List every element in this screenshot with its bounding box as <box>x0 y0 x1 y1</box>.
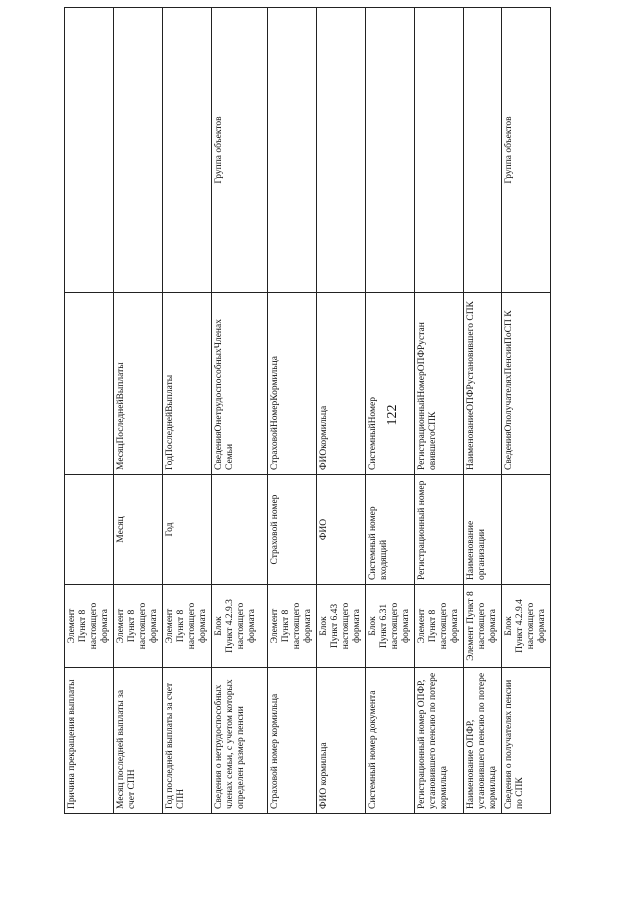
cell-group <box>366 8 415 293</box>
cell-group <box>163 8 212 293</box>
table-row <box>268 8 317 814</box>
cell-name: Страховой номер кормильца <box>268 668 317 814</box>
cell-description <box>65 475 114 585</box>
cell-name: Год последней выплаты за счет СПН <box>163 668 212 814</box>
cell-identifier: ГодПоследнейВыплаты <box>163 293 212 475</box>
cell-type: Блок Пункт 6.31 настоящего формата <box>366 585 415 668</box>
cell-type: Элемент Пункт 8 настоящего формата <box>163 585 212 668</box>
cell-description <box>502 475 551 585</box>
cell-type: Элемент Пункт 8 настоящего формата <box>114 585 163 668</box>
cell-name: Сведения о нетрудоспособных членах семьи, с учетом которых определен размер пенсии <box>212 668 268 814</box>
data-table <box>64 7 551 814</box>
cell-identifier: НаименованиеОПФРустановившего СПК <box>464 293 502 475</box>
cell-name: Причина прекращения выплаты <box>65 668 114 814</box>
cell-name: Сведения о получателях пенсии по СПК <box>502 668 551 814</box>
cell-name: Месяц последней выплаты за счет СПН <box>114 668 163 814</box>
table-row <box>65 8 114 814</box>
cell-identifier: СтраховойНомерКормильца <box>268 293 317 475</box>
cell-type: Блок Пункт 4.2.9.3 настоящего формата <box>212 585 268 668</box>
cell-identifier: СведенияОполучателяхПенсииПоСП К <box>502 293 551 475</box>
cell-description: ФИО <box>317 475 366 585</box>
table-row <box>114 8 163 814</box>
cell-group <box>268 8 317 293</box>
cell-type: Блок Пункт 4.2.9.4 настоящего формата <box>502 585 551 668</box>
cell-description: Наименование организации <box>464 475 502 585</box>
cell-name: Регистрационный номер ОПФР, установившего пенсию по потере кормильца <box>415 668 464 814</box>
cell-name: ФИО кормильца <box>317 668 366 814</box>
cell-group <box>114 8 163 293</box>
table-row <box>366 8 415 814</box>
table-row <box>317 8 366 814</box>
page-number: 122 <box>385 404 400 426</box>
cell-description: Месяц <box>114 475 163 585</box>
cell-description <box>212 475 268 585</box>
table-row <box>415 8 464 814</box>
cell-type: Элемент Пункт 8 настоящего формата <box>464 585 502 668</box>
cell-group <box>464 8 502 293</box>
data-table-rotated <box>64 8 547 814</box>
cell-type: Элемент Пункт 8 настоящего формата <box>65 585 114 668</box>
table-row <box>502 8 551 814</box>
table-row <box>163 8 212 814</box>
cell-type: Элемент Пункт 8 настоящего формата <box>415 585 464 668</box>
cell-group: Группа объектов <box>502 8 551 293</box>
cell-identifier: МесяцПоследнейВыплаты <box>114 293 163 475</box>
cell-identifier <box>65 293 114 475</box>
cell-identifier: СведенияОнетрудоспособныхЧленах Семьи <box>212 293 268 475</box>
cell-group <box>415 8 464 293</box>
cell-description: Страховой номер <box>268 475 317 585</box>
cell-type: Элемент Пункт 8 настоящего формата <box>268 585 317 668</box>
cell-group <box>317 8 366 293</box>
cell-name: Наименование ОПФР, установившего пенсию по потере кормильца <box>464 668 502 814</box>
cell-identifier: СистемныйНомер <box>366 293 415 475</box>
cell-identifier: РегистрационныйНомерОПФРустан овившегоСПК <box>415 293 464 475</box>
cell-description: Регистрационный номер <box>415 475 464 585</box>
table-row <box>212 8 268 814</box>
table-row <box>464 8 502 814</box>
cell-description: Год <box>163 475 212 585</box>
cell-description: Системный номер входящий <box>366 475 415 585</box>
cell-group: Группа объектов <box>212 8 268 293</box>
cell-type: Блок Пункт 6.43 настоящего формата <box>317 585 366 668</box>
cell-group <box>65 8 114 293</box>
cell-identifier: ФИОкормильца <box>317 293 366 475</box>
cell-name: Системный номер документа <box>366 668 415 814</box>
